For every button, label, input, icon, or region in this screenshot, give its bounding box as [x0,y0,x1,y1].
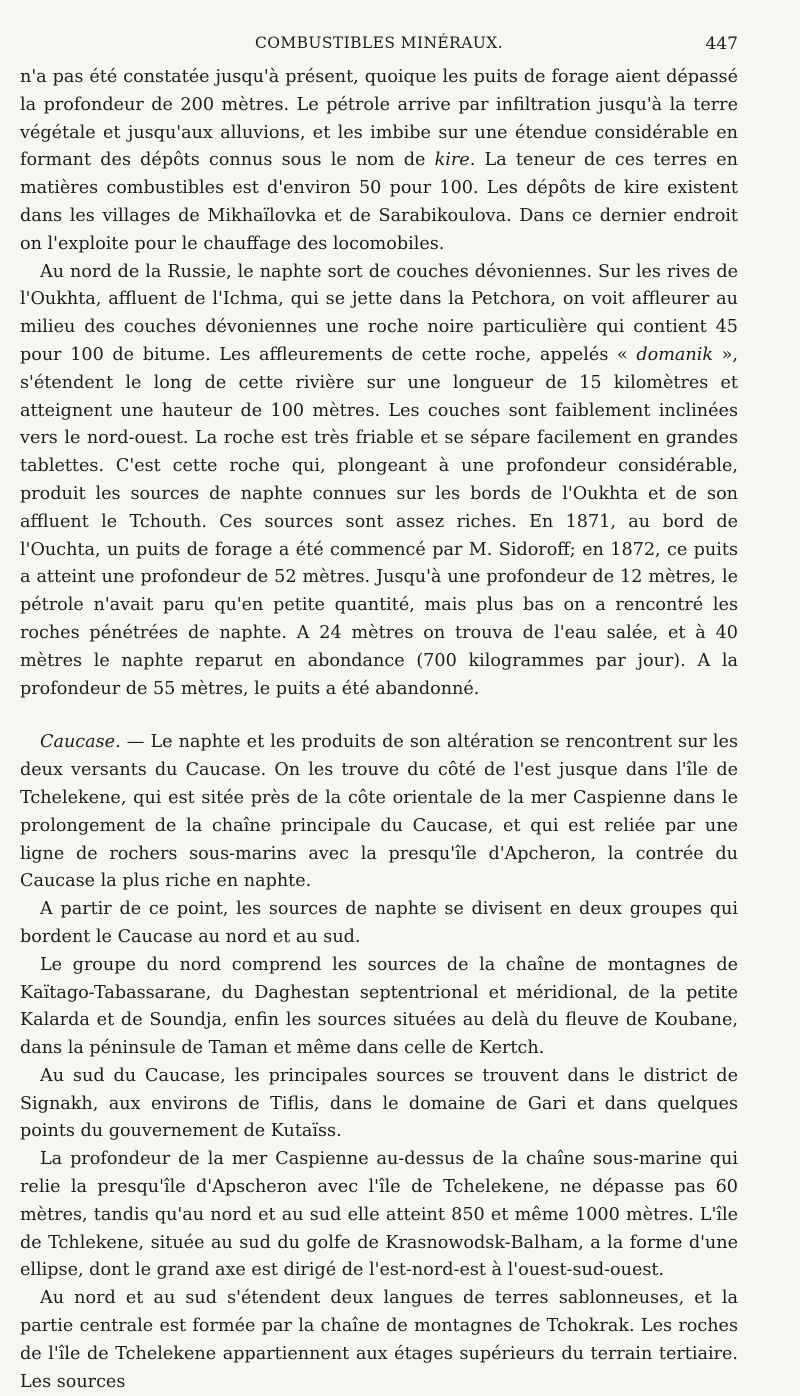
section-heading-caucase: Caucase. [40,732,121,753]
text-run: A partir de ce point, les sources de naphte se divisent en deux groupes qui bordent le Caucase au nord et au sud. [20,899,738,947]
text-run: Le groupe du nord comprend les sources de la chaîne de montagnes de Kaïtago-Tabassarane, du Daghestan septentrional et méridional, de la petite Kalarda et de Soundja, enfin les sources situées au delà du fleuve de Koubane, dans la péninsule de Taman et même dans celle de Kertch. [20,954,738,1059]
text-run: — Le naphte et les produits de son altération se rencontrent sur les deux versants du Caucase. On les trouve du côté de l'est jusque dans l'île de Tchelekene, qui est sitée près de la côte orientale de la mer Caspienne dans le prolongement de la chaîne principale du Caucase, et qui est reliée par une ligne de rochers sous-marins avec la presqu'île d'Apcheron, la contrée du Caucase la plus riche en naphte. [20,732,738,892]
text-run: La profondeur de la mer Caspienne au-dessus de la chaîne sous-marine qui relie la presqu'île d'Apscheron avec l'île de Tchelekene, ne dépasse pas 60 mètres, tandis qu'au nord et au sud elle atteint 850 et même 1000 mètres. L'île de Tchlekene, située au sud du golfe de Krasnowodsk-Balham, a la forme d'une ellipse, dont le grand axe est dirigé de l'est-nord-est à l'ouest-sud-ouest. [20,1149,738,1281]
paragraph [20,952,738,1063]
italic-term-domanik: domanik [636,344,714,365]
running-head [20,34,738,64]
paragraph [20,1285,738,1396]
running-title: COMBUSTIBLES MINÉRAUX. [254,34,504,52]
paragraph [20,64,738,259]
text-run: Au nord et au sud s'étendent deux langues de terres sablonneuses, et la partie centrale est formée par la chaîne de montagnes de Tchokrak. Les roches de l'île de Tchelekene appartiennent aux étages supérieurs du terrain tertiaire. Les sources [20,1288,738,1392]
paragraph [20,259,738,704]
paragraph-caucase [20,729,738,896]
italic-term-kire: kire [434,150,470,171]
paragraph [20,1146,738,1285]
text-run: n'a pas été constatée jusqu'à présent, quoique les puits de forage aient dépassé la profondeur de 200 mètres. Le pétrole arrive par infiltration jusqu'à la terre végétale et jusqu'aux alluvions, et les imbibe sur une étendue considérable en formant des dépôts connus sous le nom de [20,67,738,171]
page-number: 447 [705,34,738,54]
text-run: », s'étendent le long de cette rivière sur une longueur de 15 kilomètres et atteignent une hauteur de 100 mètres. Les couches sont faiblement inclinées vers le nord-ouest. La roche est très friable et se sépare facilement en grandes tablettes. C'est cette roche qui, plongeant à une profondeur considérable, produit les sources de naphte connues sur les bords de l'Oukhta et de son affluent le Tchouth. Ces sources sont assez riches. En 1871, au bord de l'Ouchta, un puits de forage a été commencé par M. Sidoroff; en 1872, ce puits a atteint une profondeur de 52 mètres. Jusqu'à une profondeur de 12 mètres, le pétrole n'avait paru qu'en petite quantité, mais plus bas on a rencontré les roches pénétrées de naphte. A 24 mètres on trouva de l'eau salée, et à 40 mètres le naphte reparut en abondance (700 kilogrammes par jour). A la profondeur de 55 mètres, le puits a été abandonné. [20,344,739,699]
body-text [20,64,738,1396]
text-run: Au nord de la Russie, le naphte sort de couches dévoniennes. Sur les rives de l'Oukhta, affluent de l'Ichma, qui se jette dans la Petchora, on voit affleurer au milieu des couches dévoniennes une roche noire particulière qui contient 45 pour 100 de bitume. Les affleurements de cette roche, appelés « [20,261,738,365]
paragraph [20,1063,738,1146]
text-run: . La teneur de ces terres en matières combustibles est d'environ 50 pour 100. Les dépôts de kire existent dans les villages de Mikhaïlovka et de Sarabikoulova. Dans ce dernier endroit on l'exploite pour le chauffage des locomobiles. [20,150,738,254]
paragraph [20,896,738,952]
text-run: Au sud du Caucase, les principales sources se trouvent dans le district de Signakh, aux environs de Tiflis, dans le domaine de Gari et dans quelques points du gouvernement de Kutaïss. [20,1065,738,1142]
